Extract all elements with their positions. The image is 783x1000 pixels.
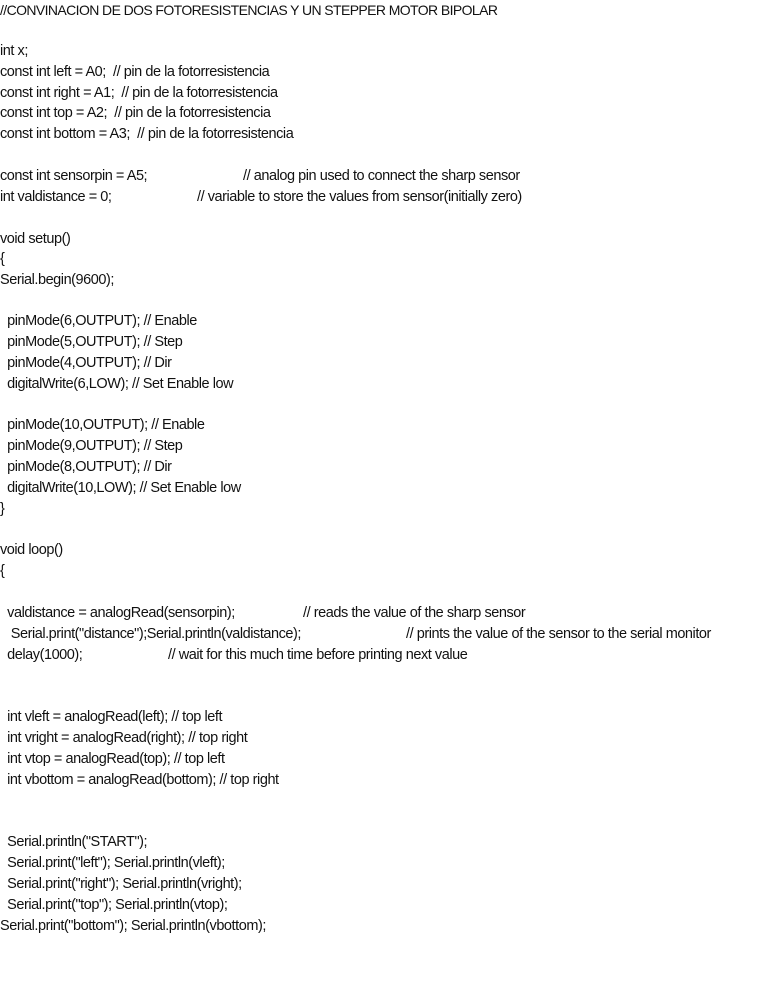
code-line-delay [0, 645, 783, 665]
code-line-pinmode-10: pinMode(10,OUTPUT); // Enable [0, 417, 205, 433]
code-line-digitalwrite-10: digitalWrite(10,LOW); // Set Enable low [0, 480, 241, 496]
code-line-open-brace: { [0, 251, 5, 267]
code-line-pinmode-9: pinMode(9,OUTPUT); // Step [0, 438, 183, 454]
code-line-sensorpin [0, 166, 783, 186]
code-line-void-setup: void setup() [0, 231, 71, 247]
code-line-pinmode-5: pinMode(5,OUTPUT); // Step [0, 334, 183, 350]
code-line-pinmode-6: pinMode(6,OUTPUT); // Enable [0, 313, 197, 329]
code-text: const int sensorpin = A5; [0, 168, 148, 184]
code-line-close-brace: } [0, 501, 5, 517]
code-line-vright: int vright = analogRead(right); // top right [0, 730, 248, 746]
code-comment: // variable to store the values from sensor(initially zero) [197, 189, 522, 205]
code-comment: // wait for this much time before printing next value [168, 647, 468, 663]
code-line-vtop: int vtop = analogRead(top); // top left [0, 751, 225, 767]
code-line-print-left: Serial.print("left"); Serial.println(vleft); [0, 855, 225, 871]
code-comment: // prints the value of the sensor to the serial monitor [406, 626, 711, 642]
code-line-digitalwrite-6: digitalWrite(6,LOW); // Set Enable low [0, 376, 234, 392]
code-line-const-right: const int right = A1; // pin de la fotorresistencia [0, 85, 278, 101]
code-text: valdistance = analogRead(sensorpin); [0, 605, 235, 621]
code-text: int valdistance = 0; [0, 189, 112, 205]
code-line-const-top: const int top = A2; // pin de la fotorresistencia [0, 105, 271, 121]
code-line-vleft: int vleft = analogRead(left); // top left [0, 709, 223, 725]
code-line-vbottom: int vbottom = analogRead(bottom); // top right [0, 772, 279, 788]
document-title: //CONVINACION DE DOS FOTORESISTENCIAS Y UN STEPPER MOTOR BIPOLAR [0, 2, 498, 18]
code-line-int-x: int x; [0, 43, 28, 59]
code-line-open-brace: { [0, 563, 5, 579]
code-comment: // reads the value of the sharp sensor [303, 605, 526, 621]
code-line-pinmode-8: pinMode(8,OUTPUT); // Dir [0, 459, 172, 475]
code-line-print-right: Serial.print("right"); Serial.println(vright); [0, 876, 242, 892]
code-line-print-top: Serial.print("top"); Serial.println(vtop); [0, 897, 228, 913]
code-line-valdistance [0, 187, 783, 207]
code-line-analogread-sensor [0, 603, 783, 623]
code-line-const-left: const int left = A0; // pin de la fotorresistencia [0, 64, 270, 80]
code-text: delay(1000); [0, 647, 83, 663]
code-line-serial-distance [0, 624, 783, 644]
code-line-serial-begin: Serial.begin(9600); [0, 272, 114, 288]
code-comment: // analog pin used to connect the sharp sensor [243, 168, 520, 184]
code-line-println-start: Serial.println("START"); [0, 834, 148, 850]
code-line-print-bottom: Serial.print("bottom"); Serial.println(vbottom); [0, 918, 266, 934]
code-line-void-loop: void loop() [0, 542, 63, 558]
code-line-pinmode-4: pinMode(4,OUTPUT); // Dir [0, 355, 172, 371]
code-text: Serial.print("distance");Serial.println(valdistance); [0, 626, 302, 642]
code-line-const-bottom: const int bottom = A3; // pin de la fotorresistencia [0, 126, 294, 142]
